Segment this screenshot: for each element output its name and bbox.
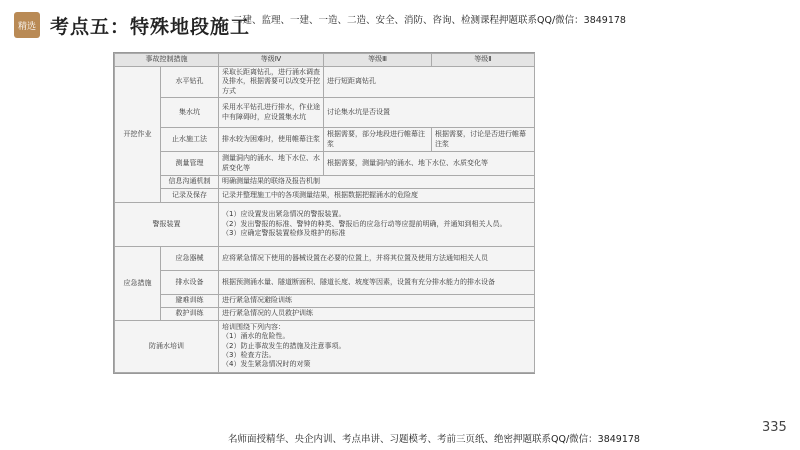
cell-content: 培训围绕下列内容： （1）涌水的危险性。 （2）防止事故发生的措施及注意事项。 （3）检查方法。 （4）发生紧急情况时的对策 — [219, 320, 535, 372]
cell-content: （1）应设置发出紧急情况的警报装置。 （2）发出警报的标准、警钟的种类、警报后的应急行动等应提前明确，并通知到相关人员。 （3）应确定警报装置检修及维护的标准 — [219, 202, 535, 246]
row-name-emergency-equipment: 应急器械 — [161, 246, 219, 270]
cell-level-iv: 采取长距离钻孔，进行涌水调查及排水，根据需要可以改变开挖方式 — [219, 67, 324, 98]
row-name-rescue-drill: 救护训练 — [161, 307, 219, 320]
table-row — [115, 270, 535, 294]
cell-content: 明确测量结果的联络及报告机制 — [219, 176, 535, 188]
table-row — [115, 202, 535, 246]
cell-content: 应将紧急情况下使用的器械设置在必要的位置上，并将其位置及使用方法通知相关人员 — [219, 246, 535, 270]
cell-level-ii: 根据需要，讨论是否进行帷幕注浆 — [432, 128, 535, 152]
table-row — [115, 307, 535, 320]
cell-level-iv: 采用水平钻孔进行排水，作业途中有障碍时，应设置集水坑 — [219, 98, 324, 128]
logo-text: 精选 — [17, 21, 36, 32]
group-excavation: 开挖作业 — [115, 67, 161, 203]
table-row — [115, 176, 535, 188]
control-measures-table — [113, 52, 535, 374]
header-measure: 事故控制措施 — [115, 54, 219, 67]
cell-content: 记录并整理施工中的各项测量结果，根据数据把握涌水的危险度 — [219, 188, 535, 202]
table-row — [115, 152, 535, 176]
row-name-horizontal-drilling: 水平钻孔 — [161, 67, 219, 98]
row-name-communication: 信息沟通机制 — [161, 176, 219, 188]
row-name-records: 记录及保存 — [161, 188, 219, 202]
row-name-training: 防涌水培训 — [115, 320, 219, 372]
row-name-evacuation-drill: 避难训练 — [161, 294, 219, 307]
logo-badge — [14, 12, 40, 38]
table-row — [115, 294, 535, 307]
header-level-iv: 等级Ⅳ — [219, 54, 324, 67]
cell-level-iv: 测量洞内的涌水、地下水位、水质变化等 — [219, 152, 324, 176]
cell-level-iv: 排水较为困难时，使用帷幕注浆 — [219, 128, 324, 152]
cell-level-iii-ii: 根据需要，测量洞内的涌水、地下水位、水质变化等 — [324, 152, 535, 176]
cell-level-iii: 根据需要，部分地段进行帷幕注浆 — [324, 128, 432, 152]
table-row — [115, 128, 535, 152]
table-row — [115, 246, 535, 270]
page-title: 考点五：特殊地段施工 — [50, 16, 251, 38]
row-name-sump: 集水坑 — [161, 98, 219, 128]
row-name-drainage: 排水设备 — [161, 270, 219, 294]
row-name-measurement: 测量管理 — [161, 152, 219, 176]
footer-contact-note: 名师面授精华、央企内训、考点串讲、习题模考、考前三页纸、绝密押题联系QQ/微信：3849178 — [228, 434, 640, 445]
group-emergency: 应急措施 — [115, 246, 161, 320]
header-contact-note: 二建、监理、一建、一造、二造、安全、消防、咨询、检测课程押题联系QQ/微信：3849178 — [233, 15, 626, 26]
cell-level-iii-ii: 讨论集水坑是否设置 — [324, 98, 535, 128]
page-number: 335 — [762, 420, 787, 435]
header-level-iii: 等级Ⅲ — [324, 54, 432, 67]
row-name-water-stop: 止水施工法 — [161, 128, 219, 152]
header-level-ii: 等级Ⅱ — [432, 54, 535, 67]
cell-content: 进行紧急情况避险训练 — [219, 294, 535, 307]
row-name-alarm: 警报装置 — [115, 202, 219, 246]
cell-content: 根据预测涌水量、隧道断面积、隧道长度、坡度等因素，设置有充分排水能力的排水设备 — [219, 270, 535, 294]
table-row — [115, 67, 535, 98]
measures-table — [114, 53, 535, 373]
table-row — [115, 98, 535, 128]
table-header-row — [115, 54, 535, 67]
table-row — [115, 188, 535, 202]
cell-content: 进行紧急情况的人员救护训练 — [219, 307, 535, 320]
cell-level-iii-ii: 进行短距离钻孔 — [324, 67, 535, 98]
table-row — [115, 320, 535, 372]
